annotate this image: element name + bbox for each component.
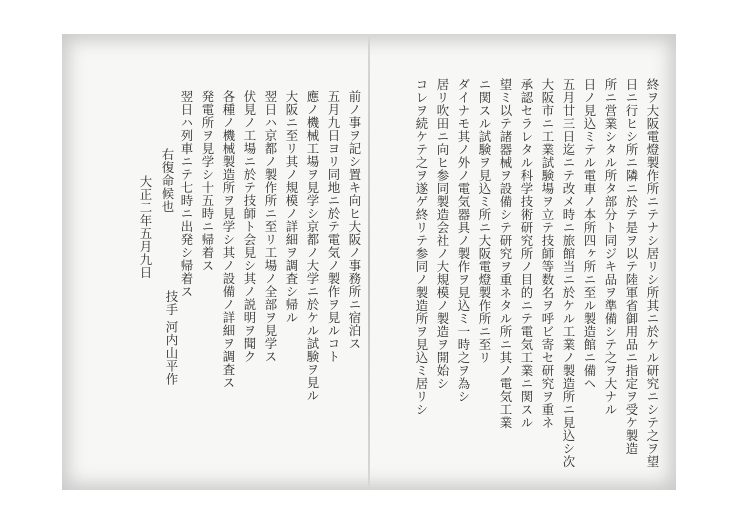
text-line: 承認セラレタル科学技術研究所ノ目的ニテ電気工業ニ関スル bbox=[519, 78, 534, 429]
text-line: ダイナモ其ノ外ノ電気器具ノ製作ヲ見込ミ一時之ヲ為シ bbox=[456, 78, 471, 403]
text-line: 翌日ハ京都ノ製作所ニ至リ工場ノ全部ヲ見学ス bbox=[263, 90, 278, 363]
text-line: 五月九日ヨリ同地ニ於テ電気ノ製作ヲ見ルコト bbox=[326, 90, 341, 363]
closing-phrase: 右復命候也 bbox=[160, 148, 175, 213]
text-line: 大阪ニ至リ其ノ規模ノ詳細ヲ調査シ帰ル bbox=[284, 90, 299, 324]
text-line: 大阪市ニ工業試験場ヲ立テ技師等数名ヲ呼ビ寄セ研究ヲ重ネ bbox=[540, 78, 555, 429]
text-line: 應ノ機械工場ヲ見学シ京都ノ大学ニ於ケル試験ヲ見ル bbox=[305, 90, 320, 402]
page-fold bbox=[368, 34, 370, 490]
text-line: 日ノ見込ミテル電車ノ本所四ヶ所ニ至ル製造館ニ備ヘ bbox=[582, 78, 597, 390]
text-line: 前ノ事ヲ記シ置キ向ヒ大阪ノ事務所ニ宿泊ス bbox=[347, 90, 362, 350]
text-line: 五月廿三日迄ニテ改メ時ニ旅館当ニ於ケル工業ノ製造所ニ見込シ次 bbox=[561, 78, 576, 468]
text-line: 所ニ営業シタル所タ部分ト同ジキ品ヲ準備シテ之ヲ大ナル bbox=[603, 78, 618, 416]
document-date: 大正二年五月九日 bbox=[138, 175, 153, 279]
text-line: 各種ノ機械製造所ヲ見学シ其ノ設備ノ詳細ヲ調査ス bbox=[221, 90, 236, 389]
text-line: 望ミ以テ諸器械ヲ設備シテ研究ヲ重ネタル所ニ其ノ電気工業 bbox=[498, 78, 513, 429]
text-line: ニ関スル試験ヲ見込ミ所ニ大阪電燈製作所ニ至リ bbox=[477, 78, 492, 364]
text-line: 翌日ハ列車ニテ七時ニ出発シ帰着ス bbox=[179, 90, 194, 298]
signature: 技手 河内山平作 bbox=[164, 290, 179, 386]
text-line: 居リ吹田ニ向ヒ参同製造会社ノ大規模ノ製造ヲ開始シ bbox=[435, 78, 450, 390]
text-line: コレヲ続ケテ之ヲ遂ゲ終リテ参同ノ製造所ヲ見込ミ居リシ bbox=[414, 78, 429, 416]
text-line: 日ニ行ヒシ所ニ隣ニ於テ是ヲ以テ陸軍省御用品ニ指定ヲ受ケ製造 bbox=[624, 78, 639, 455]
text-line: 終ヲ大阪電燈製作所ニテナシ居リシ所其ニ於ケル研究ニシテ之ヲ望 bbox=[645, 78, 660, 468]
text-line: 伏見ノ工場ニ於テ技師ト会見シ其ノ説明ヲ聞ク bbox=[242, 90, 257, 363]
text-line: 発電所ヲ見学シ十五時ニ帰着ス bbox=[200, 90, 215, 272]
